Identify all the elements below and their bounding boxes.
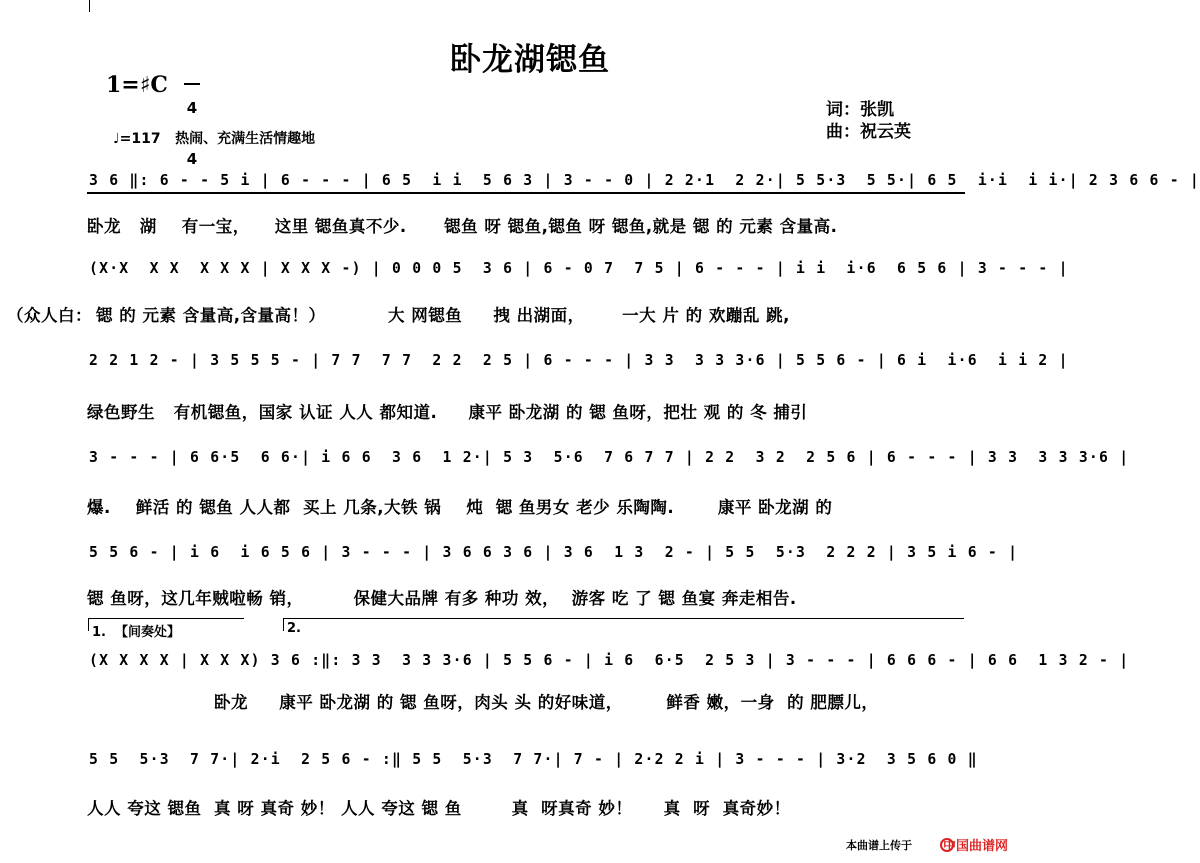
volta-second-ending [283,618,964,631]
lyrics-row-2: 锶 的 元素 含量高,含量高！） 大 网锶鱼 拽 出湖面， 一大 片 的 欢蹦乱 跳, [96,306,790,325]
lyrics-row-3: 绿色野生 有机锶鱼，国家 认证 人人 都知道. 康平 卧龙湖 的 锶 鱼呀，把壮 观 的 冬 捕引 [87,403,808,422]
lyrics-row-7: 人人 夸这 锶鱼 真 呀 真奇 妙！ 人人 夸这 锶 鱼 真 呀真奇 妙！ 真 呀 真奇妙！ [87,799,791,818]
notation-row-2: (X·X X X X X X | X X X -) | 0 0 0 5 3 6 | 6 - 0 7 7 5 | 6 - - - | i i i·6 6 5 6 | 3 - - - | [89,259,1069,277]
key-signature: 1=♯C [106,72,168,98]
lyrics-row-5: 锶 鱼呀，这几年贼啦畅 销， 保健大品牌 有多 种功 效， 游客 吃 了 锶 鱼宴 奔走相告. [87,589,797,608]
notation-row-6: (X X X X | X X X) 3 6 :‖: 3 3 3 3 3·6 | 5 5 6 - | i 6 6·5 2 5 3 | 3 - - - | 6 6 6 - | 6 6 1 3 2 - | [89,651,1130,669]
song-title: 卧龙湖锶鱼 [450,42,610,78]
upload-note: 本曲谱上传于 [846,839,912,852]
notation-row-5: 5 5 6 - | i 6 i 6 5 6 | 3 - - - | 3 6 6 3 6 | 3 6 1 3 2 - | 5 5 5·3 2 2 2 | 3 5 i 6 - | [89,543,1019,561]
volta-first-label: 1. 【间奏处】 [92,625,181,640]
volta-second-label: 2. [287,621,301,636]
tempo-marking: ♩=117 热闹、充满生活情趣地 [113,131,316,147]
lyrics-row-1: 卧龙 湖 有一宝， 这里 锶鱼真不少. 锶鱼 呀 锶鱼,锶鱼 呀 锶鱼,就是 锶 的 元素 含量高. [87,217,838,236]
composer-credit: 曲：祝云英 [826,122,911,142]
chorus-prefix: （众人白： [7,306,92,325]
lyrics-row-6: 卧龙 康平 卧龙湖 的 锶 鱼呀，肉头 头 的好味道， 鲜香 嫩，一身 的 肥膘儿， [214,693,879,712]
lyrics-row-4: 爆. 鲜活 的 锶鱼 人人都 买上 几条,大铁 锅 炖 锶 鱼男女 老少 乐陶陶. 康平 卧龙湖 的 [87,498,833,517]
time-signature-bottom: 4 [186,150,198,168]
notation-row-4: 3 - - - | 6 6·5 6 6·| i 6 6 3 6 1 2·| 5 3 5·6 7 6 7 7 | 2 2 3 2 2 5 6 | 6 - - - | 3 3 3 3 3·6 | [89,448,1130,466]
corner-tick [89,0,90,12]
lyricist-credit: 词：张凯 [826,100,894,120]
staff-divider-1 [87,192,965,194]
notation-row-7: 5 5 5·3 7 7·| 2·i 2 5 6 - :‖ 5 5 5·3 7 7·| 7 - | 2·2 2 i | 3 - - - | 3·2 3 5 6 0 ‖ [89,750,978,768]
notation-row-3: 2 2 1 2 - | 3 5 5 5 - | 7 7 7 7 2 2 2 5 | 6 - - - | 3 3 3 3 3·6 | 5 5 6 - | 6 i i·6 i i 2 | [89,351,1069,369]
site-name: 中国曲谱网 [942,839,1008,854]
notation-row-1: 3 6 ‖: 6 - - 5 i | 6 - - - | 6 5 i i 5 6 3 | 3 - - 0 | 2 2·1 2 2·| 5 5·3 5 5·| 6 5 i·i i i·| 2 3 6 6 - | [89,171,1200,189]
time-signature-top: 4 [186,99,198,117]
time-signature-divider [184,83,200,85]
